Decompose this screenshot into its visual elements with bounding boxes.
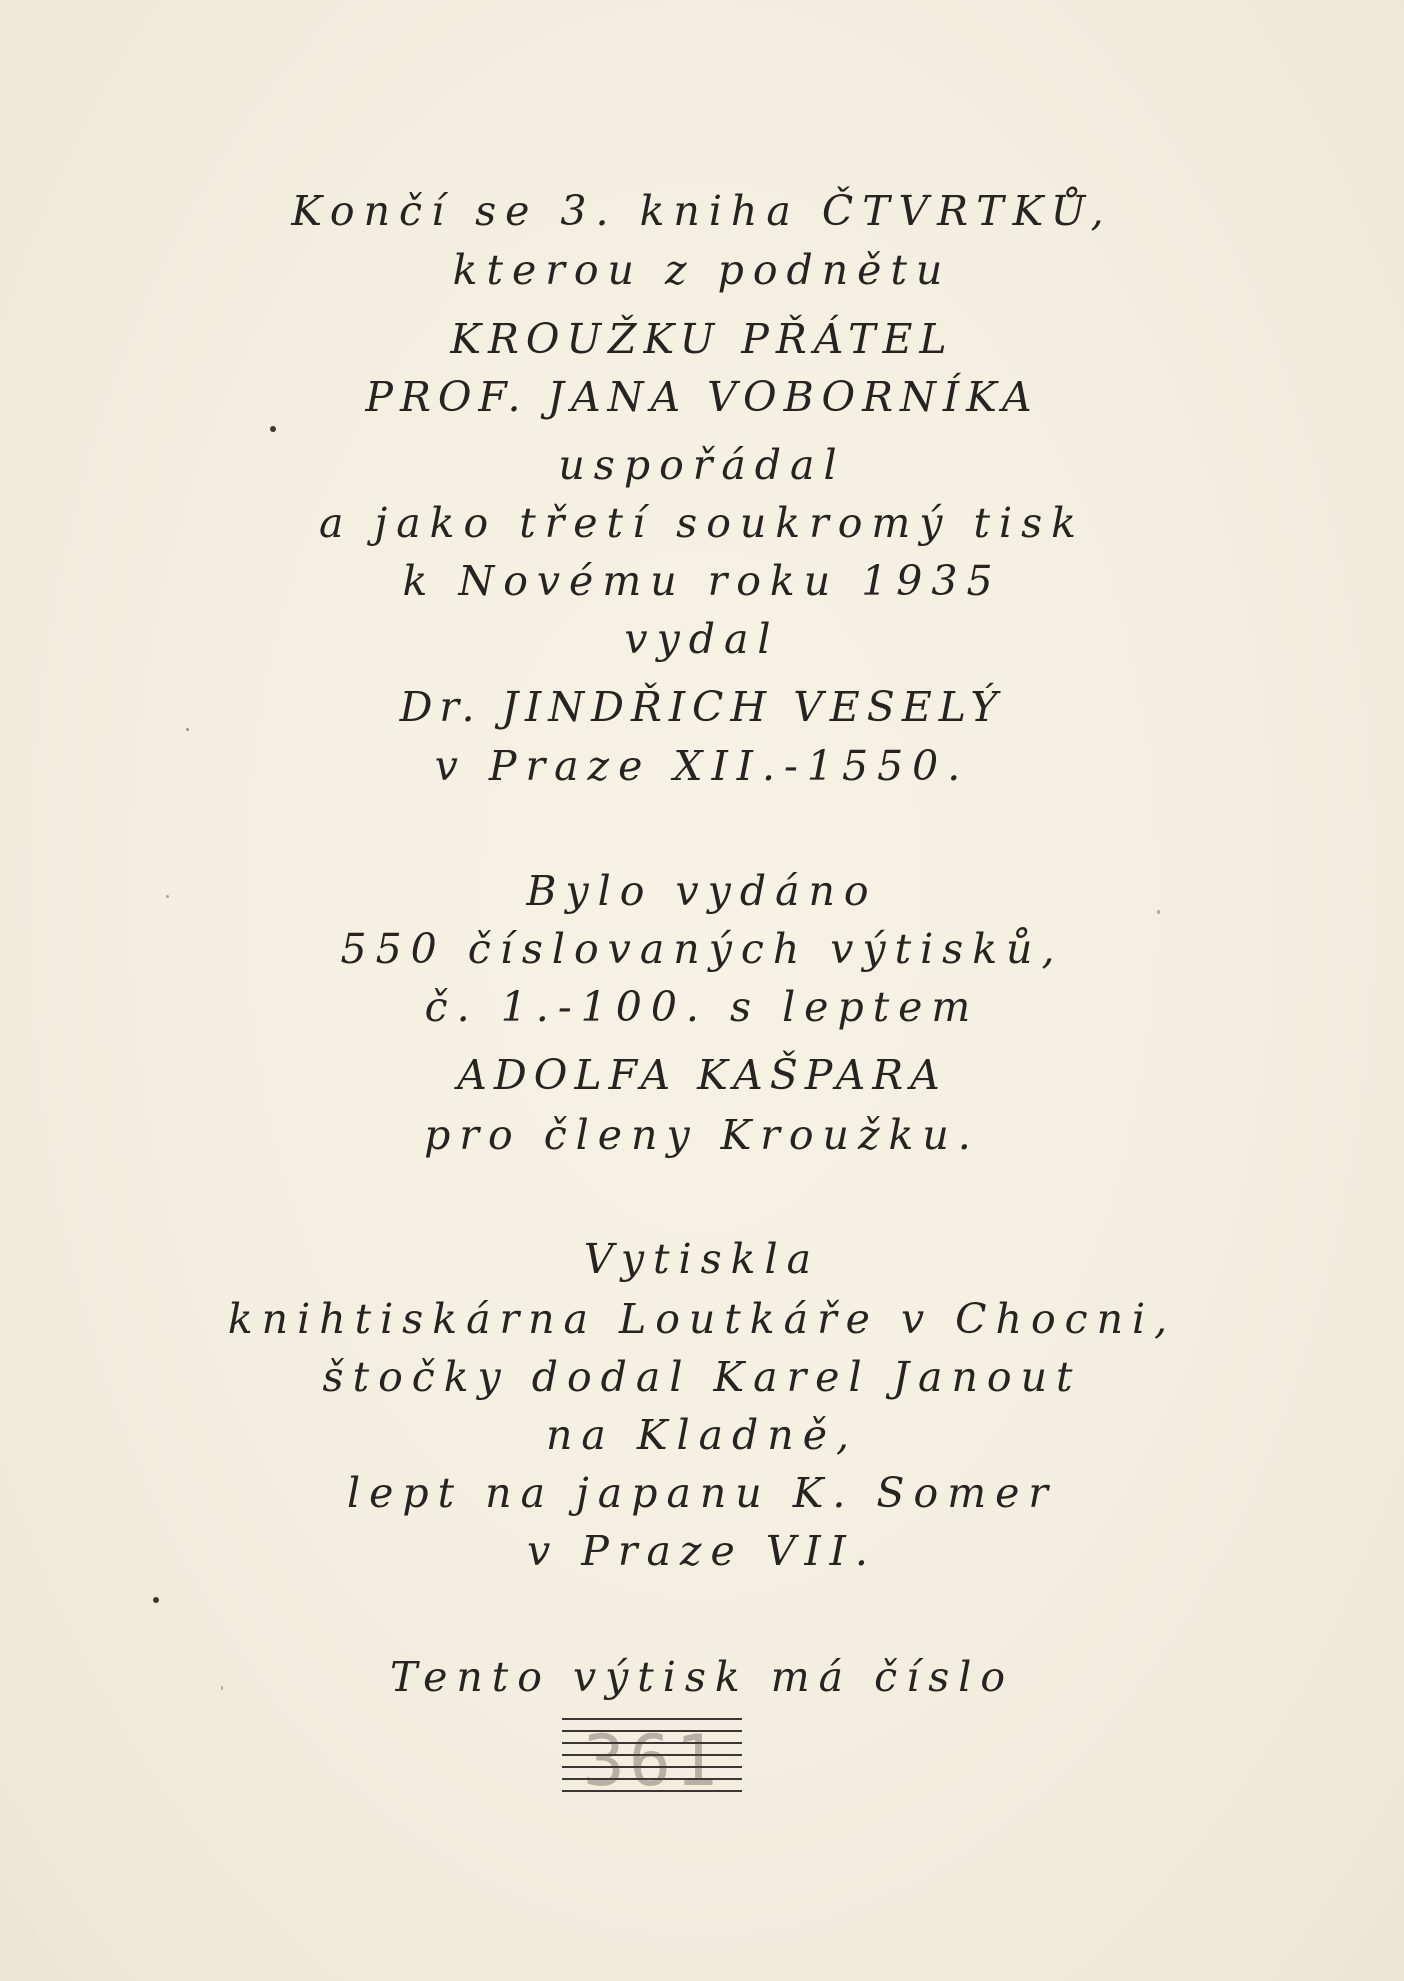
colophon-line-7: k Novému roku 1935	[402, 557, 1002, 605]
paper-speck	[186, 728, 189, 731]
colophon-line-17: knihtiskárna Loutkáře v Chocni,	[227, 1295, 1177, 1343]
colophon-line-3: KROUŽKU PŘÁTEL	[450, 315, 954, 363]
colophon-line-2: kterou z podnětu	[452, 246, 952, 294]
colophon-line-8: vydal	[624, 615, 780, 663]
colophon-line-21: v Praze VII.	[527, 1527, 877, 1575]
colophon-line-9: Dr. JINDŘICH VESELÝ	[399, 683, 1005, 731]
colophon-line-19: na Kladně,	[545, 1411, 859, 1459]
colophon-line-10: v Praze XII.-1550.	[434, 742, 970, 790]
paper-speck	[221, 1686, 223, 1690]
colophon-line-12: 550 číslovaných výtisků,	[340, 925, 1064, 973]
paper-speck	[153, 1597, 159, 1603]
colophon-line-6: a jako třetí soukromý tisk	[319, 499, 1085, 547]
copy-number: 361	[582, 1720, 722, 1802]
colophon-line-22: Tento výtisk má číslo	[389, 1653, 1015, 1701]
colophon-line-13: č. 1.-100. s leptem	[424, 983, 980, 1031]
colophon-line-15: pro členy Kroužku.	[424, 1111, 980, 1159]
colophon-line-5: uspořádal	[558, 441, 846, 489]
colophon-line-20: lept na japanu K. Somer	[347, 1469, 1057, 1517]
colophon-line-18: štočky dodal Karel Janout	[322, 1353, 1082, 1401]
paper-speck	[270, 426, 276, 432]
colophon-line-1: Končí se 3. kniha ČTVRTKŮ,	[291, 187, 1113, 235]
colophon-line-11: Bylo vydáno	[526, 867, 878, 915]
colophon-line-4: PROF. JANA VOBORNÍKA	[365, 373, 1039, 421]
copy-number-box	[562, 1716, 742, 1802]
colophon-line-16: Vytiskla	[583, 1235, 821, 1283]
paper-speck	[166, 895, 169, 898]
colophon-line-14: ADOLFA KAŠPARA	[457, 1051, 947, 1099]
paper-speck	[1157, 910, 1160, 914]
